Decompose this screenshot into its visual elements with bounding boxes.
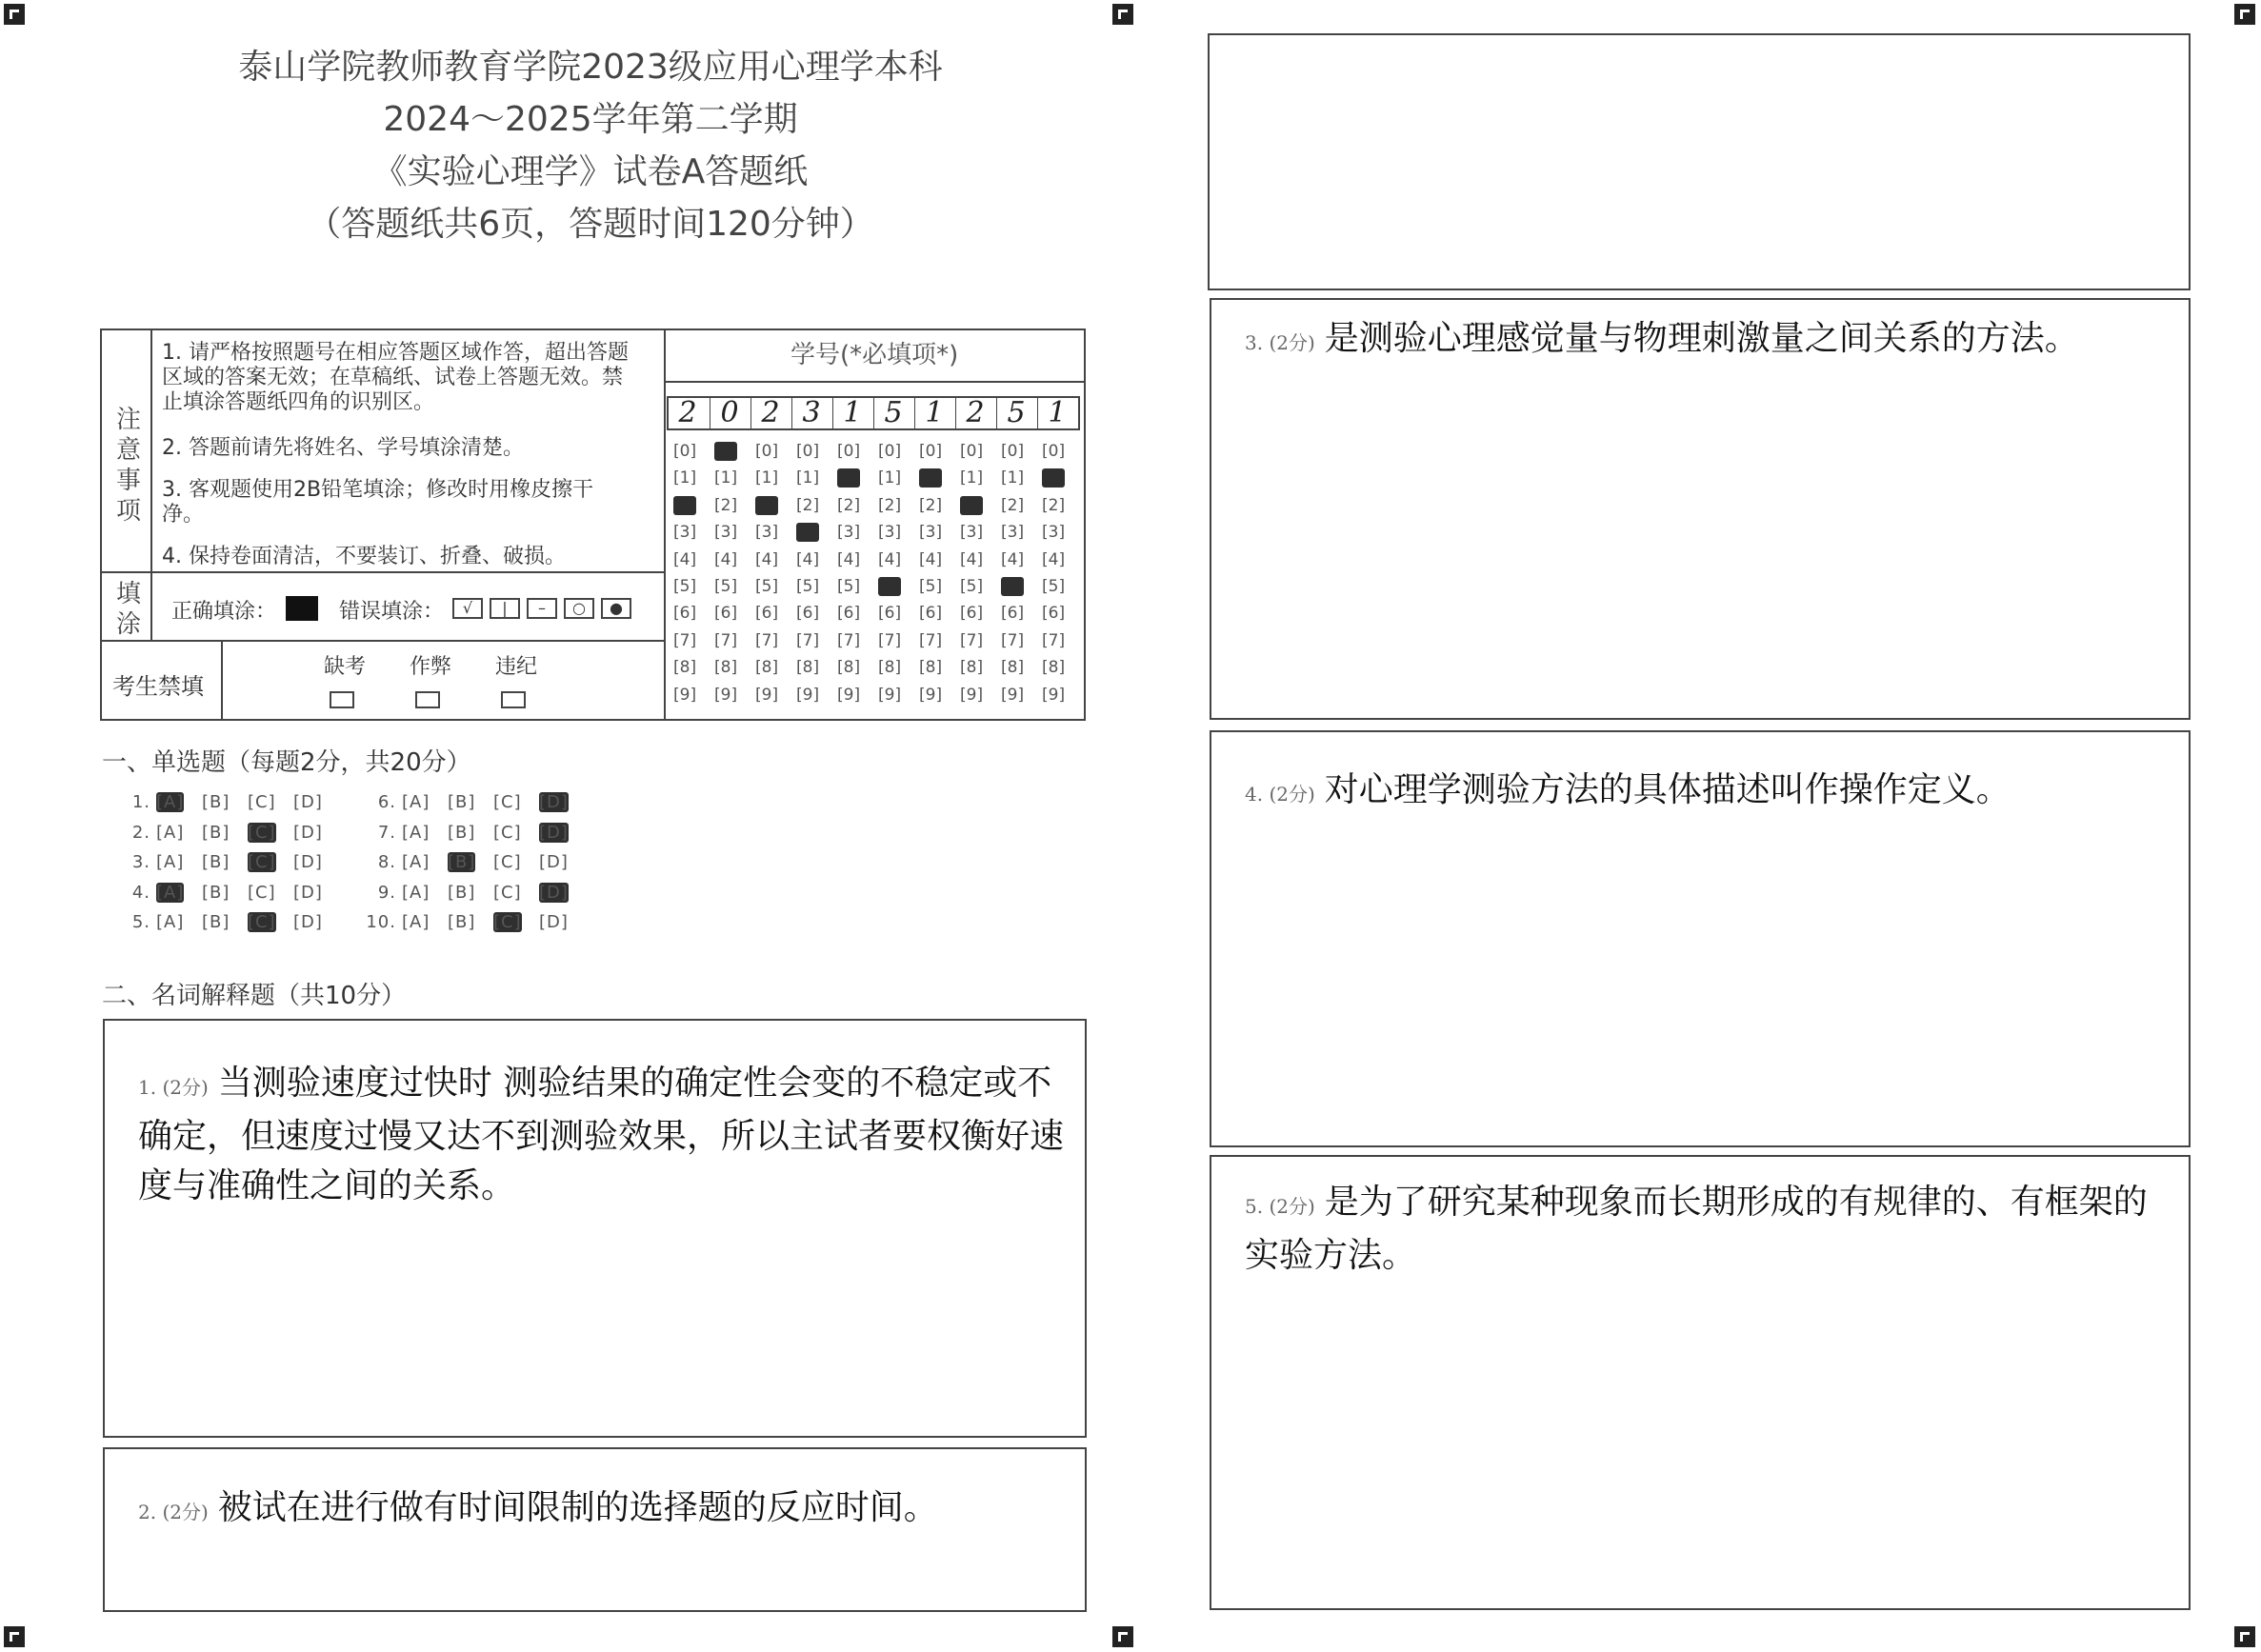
wrong-fill-sample: √: [452, 598, 483, 619]
student-id-digit: 2: [955, 398, 994, 428]
mcq-number: 8.: [377, 852, 396, 872]
mcq-option[interactable]: [B]: [202, 912, 230, 932]
student-id-digit: 5: [996, 398, 1035, 428]
student-id-bubble[interactable]: [4]: [755, 549, 779, 569]
student-id-bubble[interactable]: [7]: [960, 630, 984, 650]
mcq-option[interactable]: [C]: [493, 882, 522, 903]
forbidden-checkbox[interactable]: [415, 691, 440, 708]
fill-correct-label: 正确填涂：: [171, 600, 277, 624]
mcq-option[interactable]: [B]: [448, 822, 476, 843]
student-id-bubble[interactable]: [6]: [960, 604, 984, 624]
student-id-bubble[interactable]: [878, 577, 901, 596]
student-id-bubble[interactable]: [9]: [919, 685, 943, 705]
student-id-bubble[interactable]: [4]: [919, 549, 943, 569]
student-id-title: 学号(*必填项*): [790, 341, 959, 369]
student-id-bubble[interactable]: [837, 468, 860, 488]
student-id-bubble[interactable]: [9]: [960, 685, 984, 705]
mcq-option[interactable]: [D]: [539, 912, 569, 932]
student-id-bubble[interactable]: [6]: [1001, 604, 1025, 624]
mcq-option[interactable]: [C]: [248, 822, 276, 843]
student-id-bubble[interactable]: [1]: [960, 468, 984, 488]
mcq-option[interactable]: [B]: [448, 792, 476, 812]
mcq-number: 9.: [377, 882, 396, 903]
answer-5-number: 5. (2分): [1245, 1195, 1315, 1218]
mcq-option[interactable]: [B]: [202, 792, 230, 812]
forbidden-item-label: 作弊: [410, 655, 452, 679]
answer-3-text: 是测验心理感觉量与物理刺激量之间关系的方法。: [1324, 319, 2079, 358]
student-id-bubble[interactable]: [755, 496, 778, 515]
student-id-bubble[interactable]: [1]: [796, 468, 820, 488]
section1-title: 一、单选题（每题2分，共20分）: [102, 748, 471, 777]
mcq-number: 2.: [131, 822, 150, 843]
student-id-bubble[interactable]: [4]: [714, 549, 738, 569]
student-id-bubble[interactable]: [4]: [837, 549, 861, 569]
mcq-option[interactable]: [C]: [248, 882, 276, 903]
mcq-option[interactable]: [D]: [539, 882, 569, 903]
student-id-bubble[interactable]: [9]: [673, 685, 697, 705]
student-id-bubble[interactable]: [1001, 577, 1024, 596]
student-id-bubble[interactable]: [0]: [837, 442, 861, 461]
student-id-bubble[interactable]: [3]: [878, 523, 902, 543]
mcq-option[interactable]: [C]: [493, 852, 522, 872]
student-id-bubble[interactable]: [0]: [919, 442, 943, 461]
student-id-bubble[interactable]: [2]: [878, 495, 902, 515]
student-id-bubble[interactable]: [3]: [960, 523, 984, 543]
student-id-bubble[interactable]: [8]: [1042, 658, 1066, 678]
student-id-bubble[interactable]: [2]: [837, 495, 861, 515]
mcq-option[interactable]: [B]: [202, 822, 230, 843]
student-id-bubble[interactable]: [1]: [755, 468, 779, 488]
answer-2-text: 被试在进行做有时间限制的选择题的反应时间。: [217, 1488, 938, 1527]
student-id-bubble[interactable]: [6]: [673, 604, 697, 624]
student-id-bubble[interactable]: [8]: [1001, 658, 1025, 678]
answer-box-blank: [1208, 33, 2191, 290]
student-id-bubble[interactable]: [2]: [1042, 495, 1066, 515]
student-id-bubble[interactable]: [3]: [1001, 523, 1025, 543]
student-id-bubble[interactable]: [5]: [673, 577, 697, 596]
student-id-bubble[interactable]: [960, 496, 983, 515]
student-id-bubble[interactable]: [9]: [796, 685, 820, 705]
mcq-number: 6.: [377, 792, 396, 812]
notice-item-2: 2. 答题前请先将姓名、学号填涂清楚。: [162, 436, 524, 460]
student-id-bubble[interactable]: [1]: [878, 468, 902, 488]
student-id-bubble[interactable]: [5]: [714, 577, 738, 596]
corner-marker-top-right: [2234, 4, 2255, 25]
wrong-fill-sample: ○: [564, 598, 594, 619]
student-id-bubble[interactable]: [7]: [878, 630, 902, 650]
student-id-bubble[interactable]: [4]: [1001, 549, 1025, 569]
student-id-digit: 1: [914, 398, 953, 428]
student-id-bubble[interactable]: [7]: [796, 630, 820, 650]
mcq-option[interactable]: [C]: [493, 822, 522, 843]
mcq-option[interactable]: [A]: [402, 882, 430, 903]
student-id-bubble[interactable]: [6]: [878, 604, 902, 624]
student-id-digit: 1: [1037, 398, 1076, 428]
notice-item-3: 3. 客观题使用2B铅笔填涂；修改时用橡皮擦干净。: [162, 478, 594, 527]
student-id-bubble[interactable]: [4]: [796, 549, 820, 569]
student-id-bubble[interactable]: [2]: [919, 495, 943, 515]
student-id-bubble[interactable]: [8]: [755, 658, 779, 678]
student-id-bubble[interactable]: [8]: [714, 658, 738, 678]
answer-5-text: 是为了研究某种现象而长期形成的有规律的、有框架的实验方法。: [1245, 1183, 2148, 1275]
student-id-bubble[interactable]: [5]: [837, 577, 861, 596]
mcq-option[interactable]: [C]: [248, 912, 276, 932]
student-id-bubble[interactable]: [2]: [1001, 495, 1025, 515]
mcq-option[interactable]: [D]: [293, 882, 323, 903]
mcq-option[interactable]: [D]: [539, 792, 569, 812]
answer-1-text: 当测验速度过快时 测验结果的确定性会变的不稳定或不确定，但速度过慢又达不到测验效果，所以主试者要权衡好速度与准确性之间的关系。: [138, 1064, 1065, 1205]
mcq-number: 1.: [131, 792, 150, 812]
mcq-option[interactable]: [D]: [293, 822, 323, 843]
mcq-option[interactable]: [A]: [402, 852, 430, 872]
mcq-option[interactable]: [D]: [539, 822, 569, 843]
student-id-bubble[interactable]: [1]: [1001, 468, 1025, 488]
wrong-fill-sample: |: [490, 598, 520, 619]
mcq-option[interactable]: [D]: [293, 792, 323, 812]
student-id-digit: 0: [710, 398, 749, 428]
mcq-option[interactable]: [A]: [402, 822, 430, 843]
student-id-bubble[interactable]: [3]: [755, 523, 779, 543]
student-id-digit: 1: [832, 398, 871, 428]
mcq-number: 10.: [366, 912, 396, 932]
answer-box-2: [103, 1447, 1087, 1612]
answer-3-number: 3. (2分): [1245, 331, 1315, 354]
student-id-bubble[interactable]: [6]: [714, 604, 738, 624]
student-id-bubble[interactable]: [4]: [1042, 549, 1066, 569]
student-id-bubble[interactable]: [3]: [714, 523, 738, 543]
student-id-bubble[interactable]: [0]: [1001, 442, 1025, 461]
answer-box-1: [103, 1019, 1087, 1438]
student-id-bubble[interactable]: [4]: [673, 549, 697, 569]
student-id-bubble[interactable]: [5]: [1042, 577, 1066, 596]
student-id-bubble[interactable]: [7]: [837, 630, 861, 650]
student-id-bubble[interactable]: [7]: [755, 630, 779, 650]
mcq-option[interactable]: [D]: [293, 912, 323, 932]
mcq-option[interactable]: [B]: [202, 852, 230, 872]
student-id-bubble[interactable]: [8]: [878, 658, 902, 678]
student-id-bubble[interactable]: [8]: [796, 658, 820, 678]
student-id-bubble[interactable]: [9]: [755, 685, 779, 705]
mcq-number: 3.: [131, 852, 150, 872]
mcq-option[interactable]: [A]: [156, 822, 185, 843]
student-id-bubble[interactable]: [0]: [960, 442, 984, 461]
answer-box-3: [1210, 298, 2191, 720]
student-id-bubble[interactable]: [5]: [796, 577, 820, 596]
student-id-bubble[interactable]: [8]: [919, 658, 943, 678]
student-id-bubble[interactable]: [7]: [714, 630, 738, 650]
corner-marker-bottom-center: [1112, 1626, 1133, 1647]
mcq-option[interactable]: [A]: [402, 792, 430, 812]
student-id-bubble[interactable]: [9]: [1042, 685, 1066, 705]
student-id-bubble[interactable]: [0]: [755, 442, 779, 461]
student-id-bubble[interactable]: [7]: [1001, 630, 1025, 650]
fill-wrong-label: 错误填涂：: [339, 600, 445, 624]
student-id-bubble[interactable]: [5]: [960, 577, 984, 596]
mcq-option[interactable]: [B]: [448, 852, 476, 872]
mcq-option[interactable]: [D]: [293, 852, 323, 872]
student-id-bubble[interactable]: [9]: [714, 685, 738, 705]
student-id-bubble[interactable]: [1]: [673, 468, 697, 488]
student-id-bubble[interactable]: [714, 442, 737, 461]
mcq-number: 7.: [377, 822, 396, 843]
fill-correct-sample: [286, 596, 318, 621]
student-id-digit: 3: [791, 398, 830, 428]
mcq-option[interactable]: [B]: [202, 882, 230, 903]
exam-header-line1: 泰山学院教师教育学院2023级应用心理学本科: [238, 48, 943, 87]
corner-marker-bottom-left: [4, 1626, 25, 1647]
student-id-bubble[interactable]: [8]: [960, 658, 984, 678]
mcq-option[interactable]: [C]: [248, 852, 276, 872]
student-id-bubble[interactable]: [3]: [919, 523, 943, 543]
mcq-option[interactable]: [C]: [493, 792, 522, 812]
student-id-bubble[interactable]: [4]: [878, 549, 902, 569]
student-id-digit: 2: [750, 398, 790, 428]
section2-title: 二、名词解释题（共10分）: [102, 982, 407, 1010]
mcq-option[interactable]: [A]: [156, 912, 185, 932]
wrong-fill-sample: –: [527, 598, 557, 619]
answer-4-text: 对心理学测验方法的具体描述叫作操作定义。: [1324, 770, 2011, 809]
notice-item-1: 1. 请严格按照题号在相应答题区域作答，超出答题区域的答案无效；在草稿纸、试卷上答题无效。禁止填涂答题纸四角的识别区。: [162, 341, 629, 414]
student-id-bubble[interactable]: [8]: [673, 658, 697, 678]
student-id-bubble[interactable]: [919, 468, 942, 488]
student-id-bubble[interactable]: [796, 523, 819, 542]
answer-4-number: 4. (2分): [1245, 783, 1315, 806]
student-id-bubble[interactable]: [673, 496, 696, 515]
answer-1-number: 1. (2分): [138, 1076, 209, 1099]
wrong-fill-sample: ●: [601, 598, 631, 619]
mcq-option[interactable]: [A]: [402, 912, 430, 932]
corner-marker-bottom-right: [2234, 1626, 2255, 1647]
student-id-bubble[interactable]: [9]: [837, 685, 861, 705]
student-id-bubble[interactable]: [6]: [1042, 604, 1066, 624]
forbidden-label: 考生禁填: [112, 673, 204, 700]
answer-box-4: [1210, 730, 2191, 1147]
student-id-digit: 5: [873, 398, 912, 428]
mcq-option[interactable]: [D]: [539, 852, 569, 872]
student-id-bubble[interactable]: [6]: [919, 604, 943, 624]
exam-header-line2: 2024～2025学年第二学期: [383, 100, 798, 139]
forbidden-checkbox[interactable]: [330, 691, 354, 708]
student-id-bubble[interactable]: [5]: [755, 577, 779, 596]
forbidden-item-label: 缺考: [324, 655, 367, 679]
fill-label: 填涂: [115, 580, 141, 639]
answer-2-number: 2. (2分): [138, 1501, 209, 1523]
corner-marker-top-left: [4, 4, 25, 25]
mcq-option[interactable]: [B]: [448, 882, 476, 903]
mcq-option[interactable]: [C]: [248, 792, 276, 812]
student-id-digit: 2: [678, 396, 697, 429]
student-id-bubble[interactable]: [6]: [796, 604, 820, 624]
exam-header-line4: （答题纸共6页，答题时间120分钟）: [307, 205, 874, 244]
student-id-bubble[interactable]: [5]: [919, 577, 943, 596]
student-id-bubble[interactable]: [3]: [1042, 523, 1066, 543]
student-id-bubble[interactable]: [0]: [673, 442, 697, 461]
mcq-option[interactable]: [A]: [156, 792, 185, 812]
student-id-bubble[interactable]: [1]: [714, 468, 738, 488]
mcq-option[interactable]: [A]: [156, 882, 185, 903]
mcq-option[interactable]: [A]: [156, 852, 185, 872]
corner-marker-top-center: [1112, 4, 1133, 25]
student-id-bubble[interactable]: [8]: [837, 658, 861, 678]
mcq-number: 4.: [131, 882, 150, 903]
student-id-bubble[interactable]: [9]: [1001, 685, 1025, 705]
student-id-bubble[interactable]: [0]: [796, 442, 820, 461]
student-id-bubble[interactable]: [4]: [960, 549, 984, 569]
student-id-bubble[interactable]: [7]: [919, 630, 943, 650]
student-id-bubble[interactable]: [3]: [837, 523, 861, 543]
student-id-bubble[interactable]: [6]: [837, 604, 861, 624]
exam-header-line3: 《实验心理学》试卷A答题纸: [372, 152, 809, 191]
mcq-option[interactable]: [C]: [493, 912, 522, 932]
student-id-bubble[interactable]: [0]: [878, 442, 902, 461]
student-id-bubble[interactable]: [1042, 468, 1065, 488]
student-id-bubble[interactable]: [0]: [1042, 442, 1066, 461]
student-id-bubble[interactable]: [9]: [878, 685, 902, 705]
mcq-number: 5.: [131, 912, 150, 932]
student-id-bubble[interactable]: [2]: [714, 495, 738, 515]
answer-box-5: [1210, 1155, 2191, 1610]
notice-label: 注意事项: [115, 406, 141, 526]
student-id-bubble[interactable]: [6]: [755, 604, 779, 624]
student-id-bubble[interactable]: [7]: [1042, 630, 1066, 650]
student-id-bubble[interactable]: [7]: [673, 630, 697, 650]
mcq-option[interactable]: [B]: [448, 912, 476, 932]
student-id-bubble[interactable]: [2]: [796, 495, 820, 515]
forbidden-item-label: 违纪: [495, 655, 538, 679]
notice-item-4: 4. 保持卷面清洁，不要装订、折叠、破损。: [162, 545, 566, 568]
student-id-bubble[interactable]: [3]: [673, 523, 697, 543]
forbidden-checkbox[interactable]: [501, 691, 526, 708]
